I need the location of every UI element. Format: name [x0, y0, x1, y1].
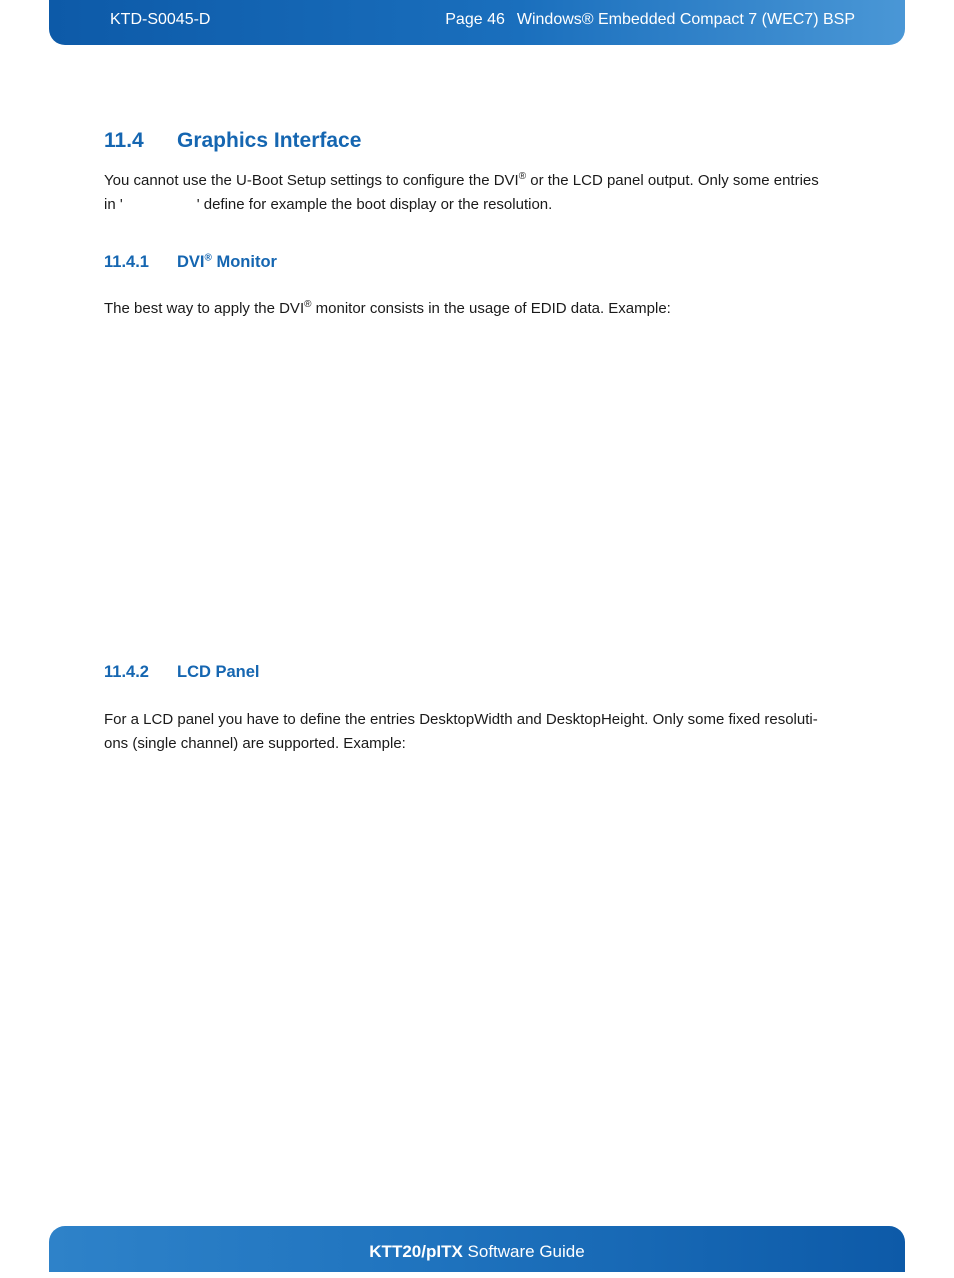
page-number: Page 46	[445, 11, 505, 28]
subsection-number: 11.4.1	[104, 253, 149, 271]
subsection-number: 11.4.2	[104, 663, 149, 681]
subsection-heading-dvi: 11.4.1 DVI® Monitor	[104, 252, 277, 271]
page-footer	[49, 1226, 905, 1272]
section-intro-paragraph	[104, 169, 864, 217]
section-number: 11.4	[104, 129, 144, 152]
lcd-paragraph	[104, 708, 864, 756]
header-page-info	[445, 11, 855, 29]
page-header	[49, 0, 905, 45]
lcd-line-2: ons (single channel) are supported. Example:	[104, 735, 406, 752]
subsection-heading-lcd	[104, 663, 260, 682]
product-name: KTT20/pITX	[369, 1242, 463, 1261]
lcd-line-1: For a LCD panel you have to define the entries DesktopWidth and DesktopHeight. Only some fixed resoluti-	[104, 711, 818, 728]
intro-line-2: in ' ' define for example the boot display or the resolution.	[104, 196, 553, 213]
document-title: Windows® Embedded Compact 7 (WEC7) BSP	[516, 11, 855, 28]
intro-line-1: You cannot use the U-Boot Setup settings to configure the DVI® or the LCD panel output. Only some entries	[104, 171, 819, 189]
section-heading	[104, 129, 361, 153]
subsection-title: LCD Panel	[177, 663, 260, 681]
dvi-paragraph: The best way to apply the DVI® monitor consists in the usage of EDID data. Example:	[104, 299, 671, 317]
footer-label: Software Guide	[462, 1242, 585, 1261]
document-id: KTD-S0045-D	[110, 11, 211, 28]
section-title: Graphics Interface	[177, 129, 362, 152]
